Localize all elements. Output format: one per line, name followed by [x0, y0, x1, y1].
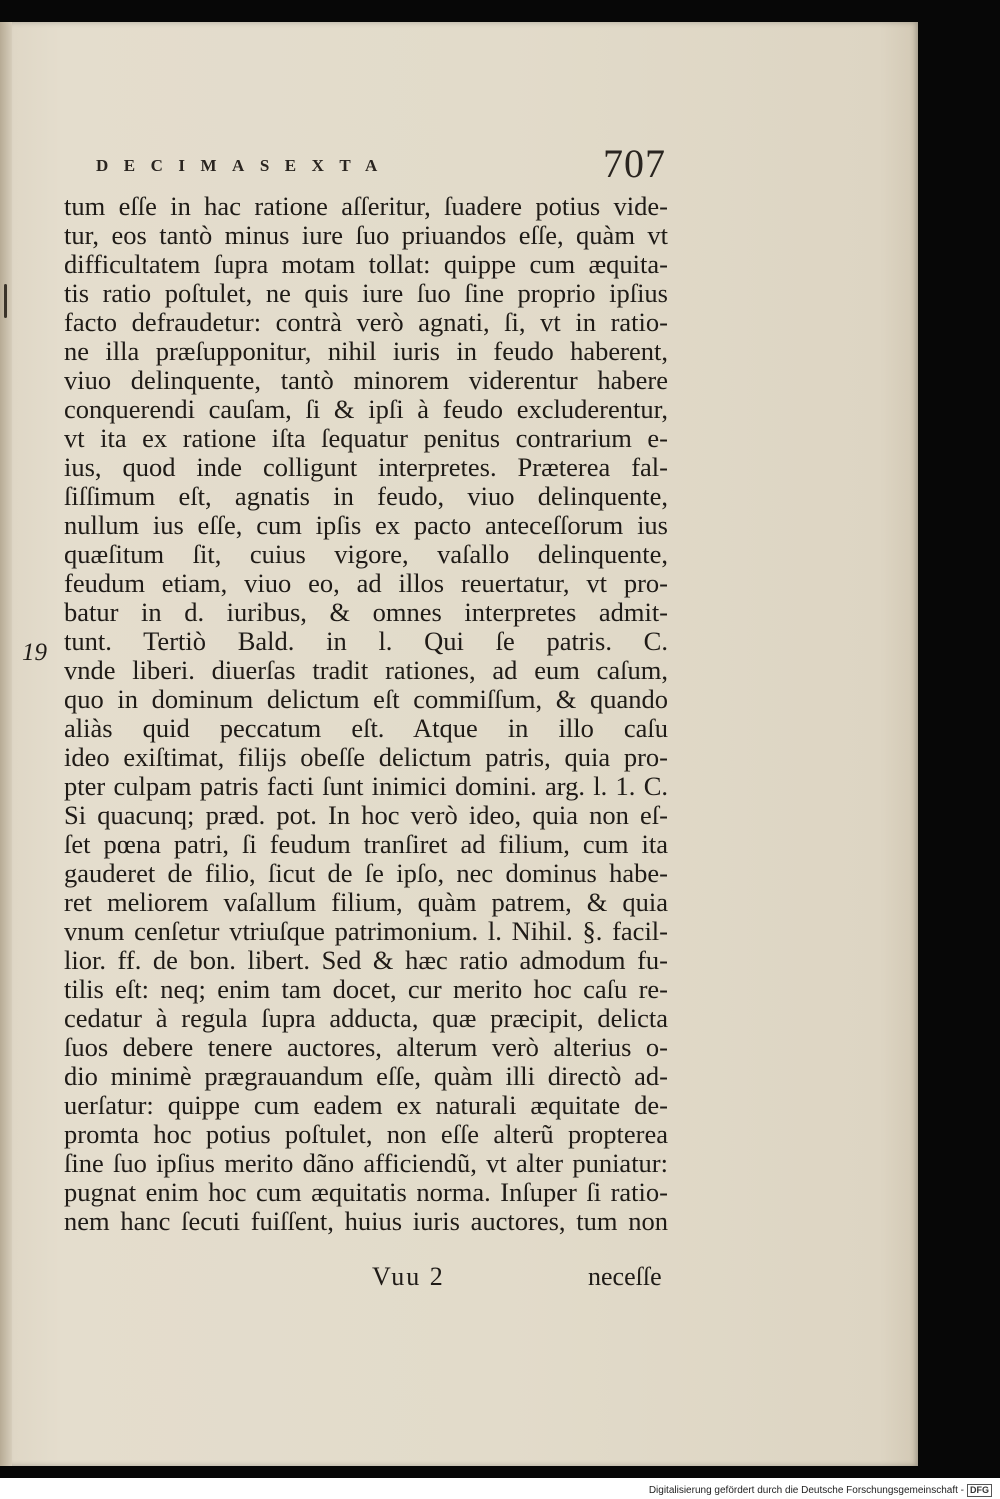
text-line: vnum cenſetur vtriuſque patrimonium. l. Nihil. §. facil- — [64, 916, 668, 946]
text-line: ne illa præſupponitur, nihil iuris in feudo haberent, — [64, 336, 668, 366]
running-head — [96, 140, 666, 192]
text-line: tilis eſt: neq; enim tam docet, cur merito hoc caſu re- — [64, 974, 668, 1004]
text-line: ret meliorem vaſallum filium, quàm patrem, & quia — [64, 887, 668, 917]
page-number: 707 — [603, 141, 666, 186]
text-line: viuo delinquente, tantò minorem viderentur habere — [64, 365, 668, 395]
text-line: ſiſſimum eſt, agnatis in feudo, viuo delinquente, — [64, 481, 668, 511]
text-line: Si quacunq; præd. pot. In hoc verò ideo, quia non eſ- — [64, 800, 668, 830]
text-line: facto defraudetur: contrà verò agnati, ſi, vt in ratio- — [64, 307, 668, 337]
text-line: ideo exiſtimat, filijs obeſſe delictum patris, quia pro- — [64, 742, 668, 772]
text-line: cedatur à regula ſupra adducta, quæ præcipit, delicta — [64, 1003, 668, 1033]
text-line: uerſatur: quippe cum eadem ex naturali æquitate de- — [64, 1090, 668, 1120]
text-line: tunt. Tertiò Bald. in l. Qui ſe patris. C. — [64, 626, 668, 656]
text-line: ſet pœna patri, ſi feudum tranſiret ad filium, cum ita — [64, 829, 668, 859]
text-line: ius, quod inde colligunt interpretes. Præterea fal- — [64, 452, 668, 482]
text-line: ſine ſuo ipſius merito dãno afficiendũ, vt alter puniatur: — [64, 1148, 668, 1178]
text-line: nem hanc ſecuti fuiſſent, huius iuris auctores, tum non — [64, 1206, 668, 1236]
text-line: vnde liberi. diuerſas tradit rationes, ad eum caſum, — [64, 655, 668, 685]
text-line: quæſitum ſit, cuius vigore, vaſallo delinquente, — [64, 539, 668, 569]
text-line: tur, eos tantò minus iure ſuo priuandos eſſe, quàm vt — [64, 220, 668, 250]
text-line: aliàs quid peccatum eſt. Atque in illo caſu — [64, 713, 668, 743]
text-line: dio minimè prægrauandum eſſe, quàm illi directò ad- — [64, 1061, 668, 1091]
dfg-logo: DFG — [967, 1484, 992, 1497]
text-line: batur in d. iuribus, & omnes interpretes admit- — [64, 597, 668, 627]
page-gutter-edge — [0, 22, 12, 1466]
text-line: tis ratio poſtulet, ne quis iure ſuo ſine proprio ipſius — [64, 278, 668, 308]
text-line: gauderet de filio, ſicut de ſe ipſo, nec dominus habe- — [64, 858, 668, 888]
text-line: pter culpam patris facti ſunt inimici domini. arg. l. 1. C. — [64, 771, 668, 801]
text-line: conquerendi cauſam, ſi & ipſi à feudo excluderentur, — [64, 394, 668, 424]
text-line: nullum ius eſſe, cum ipſis ex pacto anteceſſorum ius — [64, 510, 668, 540]
catchword: neceſſe — [588, 1262, 662, 1291]
text-line: tum eſſe in hac ratione aſſeritur, ſuadere potius vide- — [64, 191, 668, 221]
digitization-credit — [649, 1484, 992, 1497]
credit-text: Digitalisierung gefördert durch die Deutsche Forschungsgemeinschaft - — [648, 1485, 964, 1496]
text-line: ſuos debere tenere auctores, alterum verò alterius o- — [64, 1032, 668, 1062]
text-line: lior. ff. de bon. libert. Sed & hæc ratio admodum fu- — [64, 945, 668, 975]
text-line: quo in dominum delictum eſt commiſſum, & quando — [64, 684, 668, 714]
text-line: difficultatem ſupra motam tollat: quippe cum æquita- — [64, 249, 668, 279]
edge-mark — [4, 284, 7, 318]
signature-mark: Vuu 2 — [372, 1262, 445, 1291]
running-head-title: DECIMASEXTA — [96, 156, 393, 175]
text-line: feudum etiam, viuo eo, ad illos reuertatur, vt pro- — [64, 568, 668, 598]
text-line: promta hoc potius poſtulet, non eſſe alterũ propterea — [64, 1119, 668, 1149]
marginal-note: 19 — [22, 639, 47, 666]
body-text — [64, 192, 668, 1236]
text-line: vt ita ex ratione iſta ſequatur penitus contrarium e- — [64, 423, 668, 453]
text-line: pugnat enim hoc cum æquitatis norma. Inſuper ſi ratio- — [64, 1177, 668, 1207]
